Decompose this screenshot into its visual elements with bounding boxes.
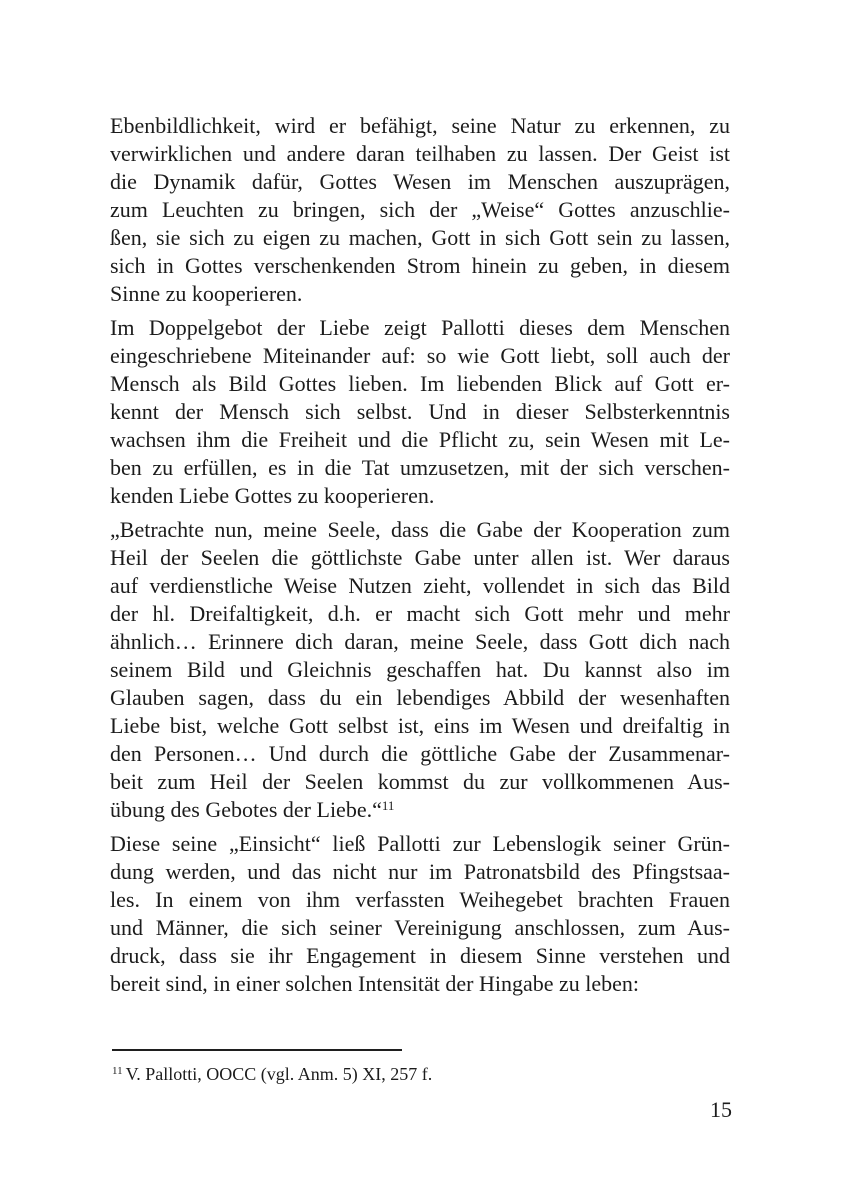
text-line: beit zum Heil der Seelen kommst du zur vollkommenen Aus- <box>110 769 730 794</box>
text-line: auf verdienstliche Weise Nutzen zieht, vollendet in sich das Bild <box>110 573 730 598</box>
text-line: les. In einem von ihm verfassten Weihegebet brachten Frauen <box>110 887 730 912</box>
text-line <box>110 796 730 824</box>
text-line: der hl. Dreifaltigkeit, d.h. er macht sich Gott mehr und mehr <box>110 601 730 626</box>
text-line: Liebe bist, welche Gott selbst ist, eins im Wesen und dreifaltig in <box>110 713 730 738</box>
text-line: die Dynamik dafür, Gottes Wesen im Menschen auszuprägen, <box>110 169 730 194</box>
text-line: bereit sind, in einer solchen Intensität der Hingabe zu leben: <box>110 971 640 996</box>
text-line: zum Leuchten zu bringen, sich der „Weise“ Gottes anzuschlie- <box>110 197 730 222</box>
quote-end-text: übung des Gebotes der Liebe.“ <box>110 797 382 822</box>
paragraph-2 <box>110 314 730 510</box>
paragraph-4 <box>110 830 730 998</box>
page-number: 15 <box>710 1097 732 1122</box>
paragraph-1 <box>110 112 730 308</box>
text-line: ßen, sie sich zu eigen zu machen, Gott in sich Gott sein zu lassen, <box>110 225 730 250</box>
text-line: Sinne zu kooperieren. <box>110 281 303 306</box>
text-line: seinem Bild und Gleichnis geschaffen hat. Du kannst also im <box>110 657 730 682</box>
text-line: Glauben sagen, dass du ein lebendiges Abbild der wesenhaften <box>110 685 730 710</box>
text-line: verwirklichen und andere daran teilhaben zu lassen. Der Geist ist <box>110 141 730 166</box>
text-line: eingeschriebene Miteinander auf: so wie Gott liebt, soll auch der <box>110 343 730 368</box>
text-line: den Personen… Und durch die göttliche Gabe der Zusammenar- <box>110 741 730 766</box>
paragraph-3-quote <box>110 516 730 824</box>
footnote-text: V. Pallotti, OOCC (vgl. Anm. 5) XI, 257 f. <box>125 1064 433 1084</box>
text-line: ben zu erfüllen, es in die Tat umzusetzen, mit der sich verschen- <box>110 455 730 480</box>
text-line: dung werden, und das nicht nur im Patronatsbild des Pfingstsaa- <box>110 859 730 884</box>
text-line: Ebenbildlichkeit, wird er befähigt, seine Natur zu erkennen, zu <box>110 113 730 138</box>
body-text <box>110 112 730 1004</box>
footnote-reference-marker: 11 <box>381 798 395 813</box>
text-line: druck, dass sie ihr Engagement in diesem Sinne verstehen und <box>110 943 730 968</box>
text-line: wachsen ihm die Freiheit und die Pflicht zu, sein Wesen mit Le- <box>110 427 730 452</box>
text-line: Mensch als Bild Gottes lieben. Im liebenden Blick auf Gott er- <box>110 371 730 396</box>
footnote <box>112 1062 672 1086</box>
text-line: kenden Liebe Gottes zu kooperieren. <box>110 483 435 508</box>
text-line: „Betrachte nun, meine Seele, dass die Gabe der Kooperation zum <box>110 517 730 542</box>
text-line: Heil der Seelen die göttlichste Gabe unter allen ist. Wer daraus <box>110 545 730 570</box>
text-line: Diese seine „Einsicht“ ließ Pallotti zur Lebenslogik seiner Grün- <box>110 831 730 856</box>
text-line: sich in Gottes verschenkenden Strom hinein zu geben, in diesem <box>110 253 730 278</box>
text-line: Im Doppelgebot der Liebe zeigt Pallotti dieses dem Menschen <box>110 315 730 340</box>
text-line: und Männer, die sich seiner Vereinigung anschlossen, zum Aus- <box>110 915 730 940</box>
footnote-marker: 11 <box>112 1065 123 1077</box>
text-line: ähnlich… Erinnere dich daran, meine Seele, dass Gott dich nach <box>110 629 730 654</box>
text-line: kennt der Mensch sich selbst. Und in dieser Selbsterkenntnis <box>110 399 730 424</box>
footnote-divider <box>112 1049 402 1051</box>
